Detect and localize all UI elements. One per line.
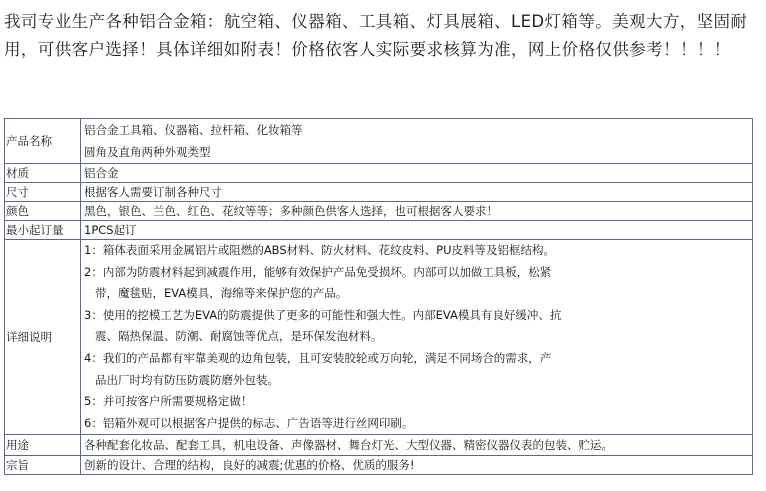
detail-line-4: 4：我们的产品都有牢靠美观的边角包装，且可安装胶轮或万向轮，满足不同场合的需求，产 bbox=[84, 350, 552, 365]
spec-value-line: 铝合金工具箱、仪器箱、拉杆箱、化妆箱等 bbox=[84, 123, 303, 137]
spec-row-product-name bbox=[5, 119, 753, 164]
spec-label-color: 颜色 bbox=[5, 202, 81, 221]
spec-row-details bbox=[5, 240, 753, 435]
spec-value-moq: 1PCS起订 bbox=[81, 221, 753, 240]
spec-value-product-name bbox=[81, 119, 753, 164]
detail-line-2: 2：内部为防震材料起到减震作用，能够有效保护产品免受损坏。内部可以加做工具板，松紧 bbox=[84, 264, 552, 279]
spec-label-product-name: 产品名称 bbox=[5, 119, 81, 164]
spec-value-details bbox=[81, 240, 753, 435]
detail-line-6: 6：铝箱外观可以根据客户提供的标志、广告语等进行丝网印刷。 bbox=[84, 415, 414, 430]
spec-row-purpose bbox=[5, 456, 753, 475]
spec-label-size: 尺寸 bbox=[5, 183, 81, 202]
detail-line-5: 5：并可按客户所需要规格定做！ bbox=[84, 394, 253, 409]
detail-line-2-cont: 带，魔毯贴，EVA模具，海绵等来保护您的产品。 bbox=[95, 286, 348, 301]
spec-value-purpose: 创新的设计、合理的结构，良好的减震;优惠的价格、优质的服务! bbox=[81, 456, 753, 475]
intro-paragraph: 我司专业生产各种铝合金箱：航空箱、仪器箱、工具箱、灯具展箱、LED灯箱等。美观大方，坚固耐用，可供客户选择！具体详细如附表！价格依客人实际要求核算为准，网上价格仅供参考！！！！ bbox=[4, 12, 748, 59]
spec-row-usage bbox=[5, 435, 753, 456]
spec-row-material bbox=[5, 164, 753, 183]
spec-row-color bbox=[5, 202, 753, 221]
spec-value-color: 黑色，银色、兰色、红色、花纹等等；多种颜色供客人选择，也可根据客人要求！ bbox=[81, 202, 753, 221]
spec-value-usage: 各种配套化妆品、配套工具，机电设备、声像器材、舞台灯光、大型仪器、精密仪器仪表的包装、贮运。 bbox=[81, 435, 753, 456]
spec-row-size bbox=[5, 183, 753, 202]
detail-line-1: 1：箱体表面采用金属铝片或阻燃的ABS材料、防火材料、花纹皮料、PU皮料等及铝框结构。 bbox=[84, 243, 556, 257]
spec-value-line: 圆角及直角两种外观类型 bbox=[84, 145, 211, 159]
spec-value-size: 根据客人需要订制各种尺寸 bbox=[81, 183, 753, 202]
spec-label-details: 详细说明 bbox=[5, 240, 81, 435]
detail-line-4-cont: 品出厂时均有防压防震防磨外包装。 bbox=[95, 372, 279, 387]
spec-label-usage: 用途 bbox=[5, 435, 81, 456]
spec-label-purpose: 宗旨 bbox=[5, 456, 81, 475]
spec-value-material: 铝合金 bbox=[81, 164, 753, 183]
spec-table bbox=[4, 118, 753, 475]
spec-label-material: 材质 bbox=[5, 164, 81, 183]
spec-label-moq: 最小起订量 bbox=[5, 221, 81, 240]
spec-row-moq bbox=[5, 221, 753, 240]
detail-line-3-cont: 震、隔热保温、防潮、耐腐蚀等优点，是环保发泡材料。 bbox=[95, 329, 383, 344]
detail-line-3: 3：使用的挖模工艺为EVA的防震提供了更多的可能性和强大性。内部EVA模具有良好缓冲、抗 bbox=[84, 307, 562, 322]
